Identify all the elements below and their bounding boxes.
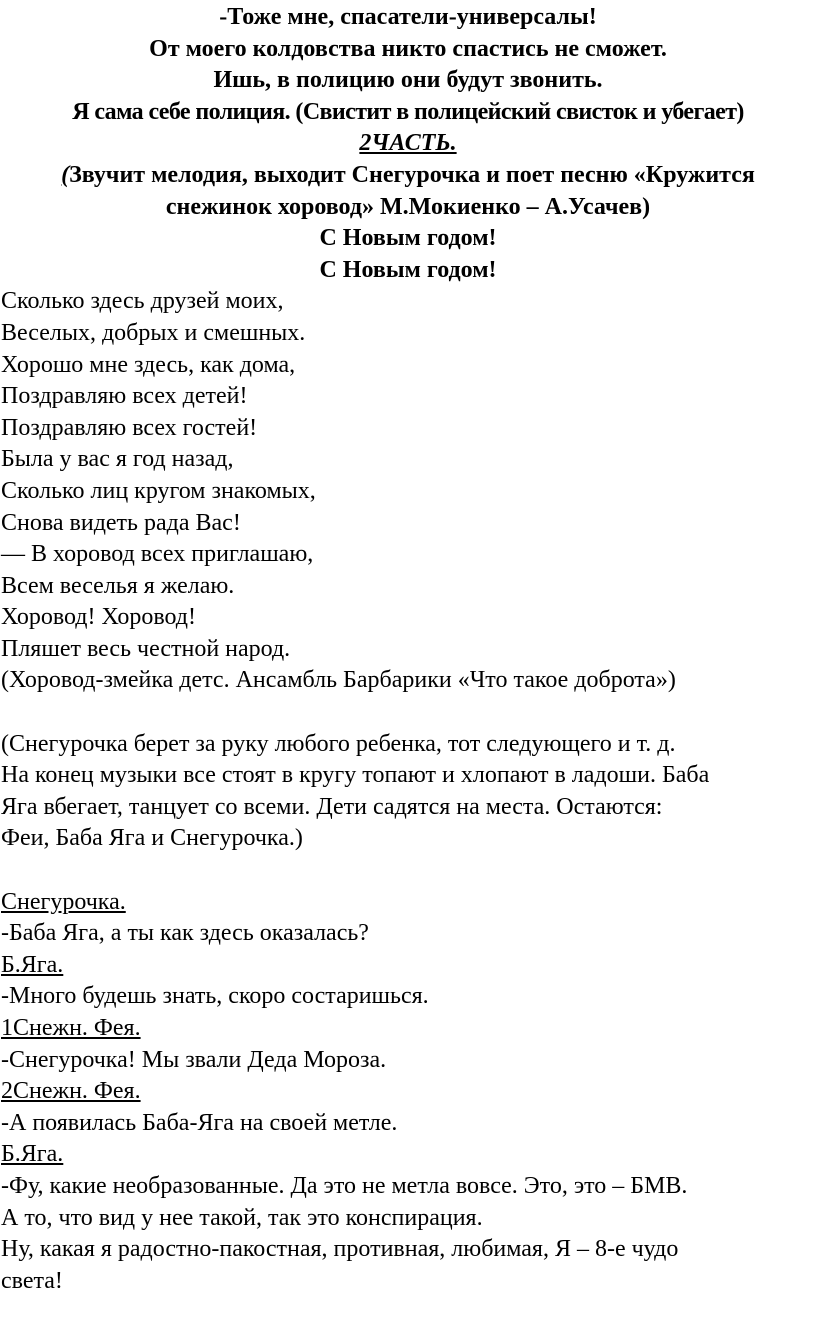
header-line: -Тоже мне, спасатели-универсалы!	[219, 4, 597, 30]
verse-line: Поздравляю всех гостей!	[1, 414, 258, 441]
speaker-name: Б.Яга.	[1, 1141, 64, 1168]
stage-intro-line: снежинок хоровод» М.Мокиенко – А.Усачев)	[165, 193, 651, 220]
stage-intro-text: Звучит мелодия, выходит Снегурочка и поет песню «Кружится	[69, 161, 755, 188]
blank-line	[0, 855, 816, 887]
dialogue-line: А то, что вид у нее такой, так это конспирация.	[1, 1204, 483, 1231]
verse-line: Поздравляю всех детей!	[1, 383, 248, 410]
verse-line: Хоровод! Хоровод!	[1, 604, 196, 631]
verse-line: Была у вас я год назад,	[1, 446, 234, 473]
stage-line: На конец музыки все стоят в кругу топают и хлопают в ладоши. Баба	[1, 762, 710, 789]
header-line: Я сама себе полиция. (Свистит в полицейский свисток и убегает)	[72, 98, 744, 125]
verse-line: Хорошо мне здесь, как дома,	[1, 351, 296, 378]
verse-line: Пляшет весь честной народ.	[1, 635, 291, 662]
verse-line: Всем веселья я желаю.	[1, 572, 235, 599]
stage-direction	[0, 729, 816, 855]
blank-line	[0, 697, 816, 729]
dialogue-line: -Баба Яга, а ты как здесь оказалась?	[1, 920, 369, 947]
dialogue-line: -Много будешь знать, скоро состаришься.	[1, 983, 429, 1010]
stage-intro-line	[0, 160, 816, 192]
stage-line: Феи, Баба Яга и Снегурочка.)	[1, 825, 303, 852]
verse-line: — В хоровод всех приглашаю,	[1, 541, 314, 568]
header-line: От моего колдовства никто спастись не сможет.	[149, 35, 667, 62]
dialogue-line: -Фу, какие необразованные. Да это не метла вовсе. Это, это – БМВ.	[1, 1172, 688, 1199]
part-title: 2ЧАСТЬ.	[359, 130, 457, 157]
dialogue-line: -Снегурочка! Мы звали Деда Мороза.	[1, 1046, 387, 1073]
speaker-name: Снегурочка.	[1, 888, 126, 915]
greeting: С Новым годом!	[319, 225, 497, 252]
greeting: С Новым годом!	[319, 256, 497, 283]
verse-line: Сколько лиц кругом знакомых,	[1, 477, 316, 504]
verse-line: Снова видеть рада Вас!	[1, 509, 241, 536]
dialogue-line: Ну, какая я радостно-пакостная, противная, любимая, Я – 8-е чудо	[1, 1236, 679, 1263]
speaker-name: 1Снежн. Фея.	[1, 1015, 141, 1041]
speaker-name: 2Снежн. Фея.	[1, 1078, 141, 1105]
stage-line: Яга вбегает, танцует со всеми. Дети садятся на места. Остаются:	[1, 793, 663, 820]
song-verse	[0, 286, 816, 697]
dialogue-line: -А появилась Баба-Яга на своей метле.	[1, 1109, 398, 1136]
dialogue	[0, 887, 816, 1298]
verse-line: Сколько здесь друзей моих,	[1, 288, 284, 315]
verse-line: Веселых, добрых и смешных.	[1, 319, 306, 346]
open-paren: (	[61, 161, 70, 188]
verse-line: (Хоровод-змейка детс. Ансамбль Барбарики «Что такое доброта»)	[1, 667, 676, 694]
speaker-name: Б.Яга.	[1, 951, 64, 978]
dialogue-line: света!	[1, 1267, 63, 1294]
stage-line: (Снегурочка берет за руку любого ребенка, тот следующего и т. д.	[1, 730, 676, 757]
part-title-line	[0, 128, 816, 160]
header-line: Ишь, в полицию они будут звонить.	[213, 67, 603, 94]
